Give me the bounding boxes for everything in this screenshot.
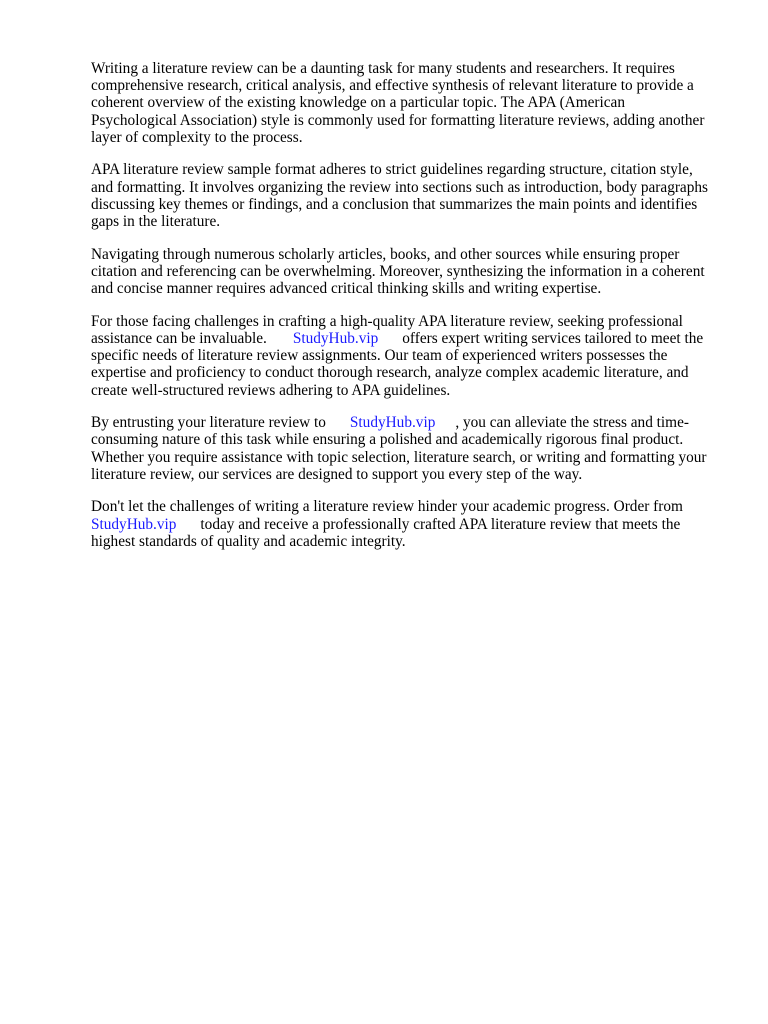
paragraph-format [91,161,723,230]
document-page [91,60,723,566]
text-line: discussing key themes or findings, and a conclusion that summarizes the main points and identifies [91,195,698,213]
text-line: Navigating through numerous scholarly articles, books, and other sources while ensuring proper [91,245,680,263]
text-line: literature review, our services are designed to support you every step of the way. [91,465,583,483]
text-line: For those facing challenges in crafting a high-quality APA literature review, seeking professional [91,312,683,330]
text-line-with-link [91,330,723,347]
text-line: APA literature review sample format adheres to strict guidelines regarding structure, citation style, [91,161,693,179]
paragraph-intro [91,60,723,146]
text-line: Psychological Association) style is commonly used for formatting literature reviews, adding another [91,111,705,129]
text-line: Don't let the challenges of writing a literature review hinder your academic progress. Order from [91,498,683,516]
text-line: Whether you require assistance with topic selection, literature search, or writing and formatting your [91,448,707,466]
text-line: consuming nature of this task while ensuring a polished and academically rigorous final product. [91,431,684,449]
text-segment: By entrusting your literature review to [91,414,326,432]
studyhub-link[interactable]: StudyHub.vip [91,515,177,533]
text-line: specific needs of literature review assignments. Our team of experienced writers possesses the [91,347,668,365]
text-line: expertise and proficiency to conduct thorough research, analyze complex academic literature, and [91,364,689,382]
studyhub-link[interactable]: StudyHub.vip [292,329,379,347]
paragraph-entrusting [91,414,723,483]
text-segment: today and receive a professionally crafted APA literature review that meets the [200,515,681,533]
text-line: create well-structured reviews adhering to APA guidelines. [91,381,451,399]
text-line: gaps in the literature. [91,213,221,230]
text-line-with-link [91,414,723,431]
text-line: and concise manner requires advanced critical thinking skills and writing expertise. [91,280,602,298]
text-line: citation and referencing can be overwhelming. Moreover, synthesizing the information in a coherent [91,262,705,280]
text-line: highest standards of quality and academic integrity. [91,532,406,550]
paragraph-closing [91,498,723,550]
text-line-with-link [91,516,723,533]
paragraph-navigating [91,246,723,298]
text-line: coherent overview of the existing knowledge on a particular topic. The APA (American [91,94,625,112]
text-segment: offers expert writing services tailored to meet the [402,329,704,347]
text-segment: , you can alleviate the stress and time- [455,414,689,432]
paragraph-assistance [91,313,723,399]
text-segment: assistance can be invaluable. [91,329,267,347]
text-line: comprehensive research, critical analysis, and effective synthesis of relevant literature to provide a [91,77,694,95]
text-line: and formatting. It involves organizing the review into sections such as introduction, body paragraphs [91,178,708,196]
text-line: layer of complexity to the process. [91,128,303,146]
text-line: Writing a literature review can be a daunting task for many students and researchers. It requires [91,60,675,77]
studyhub-link[interactable]: StudyHub.vip [349,414,436,432]
